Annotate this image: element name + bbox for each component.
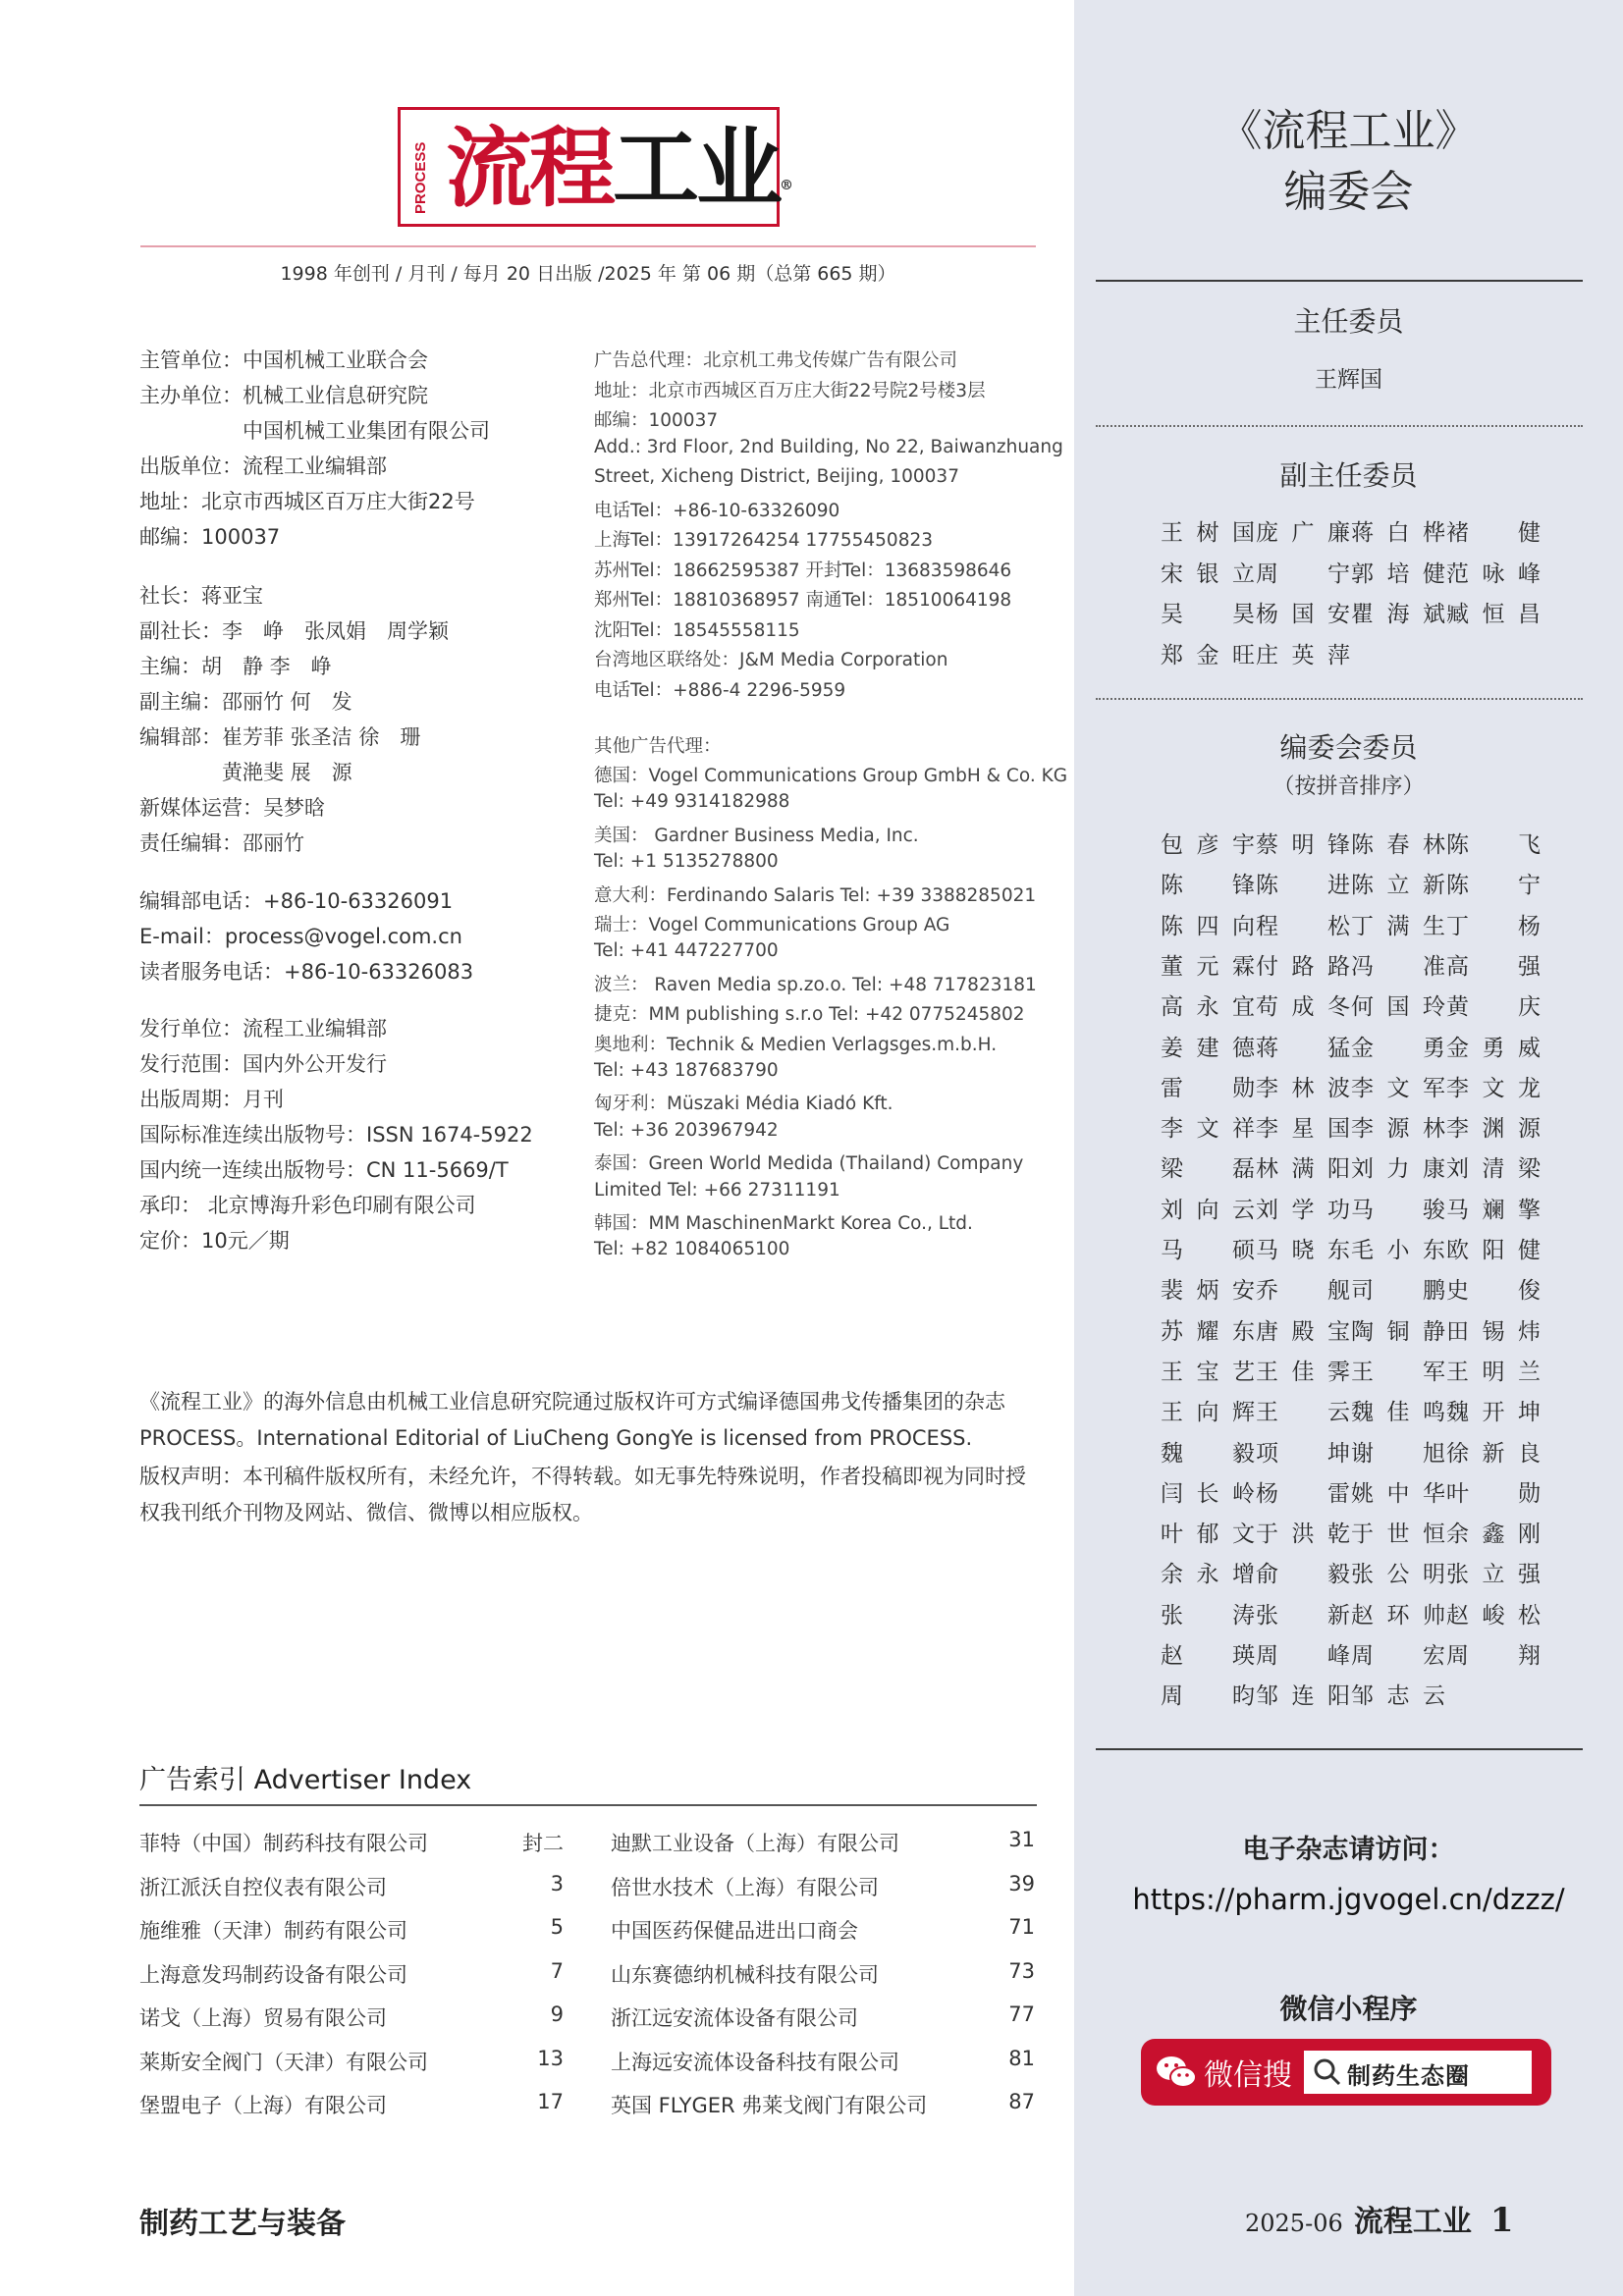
board-member-name: 陈 宁	[1446, 873, 1541, 899]
info-line: 新媒体运营：吴梦晗	[139, 796, 325, 820]
board-member-name: 张公明	[1351, 1562, 1445, 1588]
board-member-name: 魏 毅	[1161, 1440, 1255, 1467]
board-member-name: 项 坤	[1256, 1440, 1350, 1467]
page-number: 1	[1489, 2201, 1514, 2240]
info-line: 广告总代理：北京机工弗戈传媒广告有限公司	[594, 350, 958, 371]
advertiser-page: 17	[537, 2090, 564, 2113]
board-member-name: 蔡明锋	[1256, 832, 1350, 858]
advertiser-company: 施维雅（天津）制药有限公司	[139, 1919, 407, 1943]
svg-text:PROCESS: PROCESS	[412, 141, 429, 214]
advertiser-company: 诺戈（上海）贸易有限公司	[139, 2006, 387, 2030]
board-member-name: 邹连阳	[1256, 1683, 1350, 1710]
board-member-name: 李文祥	[1161, 1116, 1255, 1143]
info-line: 波兰： Raven Media sp.zo.o. Tel: +48 717823181	[594, 974, 1037, 995]
footer-section-title: 制药工艺与装备	[139, 2207, 346, 2241]
info-line: Tel: +49 9314182988	[594, 791, 790, 813]
info-line: 电话Tel：+86-10-63326090	[594, 500, 840, 521]
board-member-name: 董元霖	[1161, 953, 1255, 980]
editorial-board-sidebar	[1074, 0, 1623, 2296]
info-line: 编辑部电话：+86-10-63326091	[139, 889, 454, 913]
board-member-name: 冯 准	[1351, 953, 1445, 980]
board-member-name: 刘学功	[1256, 1197, 1350, 1223]
board-member-name: 付路路	[1256, 953, 1350, 980]
board-member-name: 赵环帅	[1351, 1602, 1445, 1629]
info-line: 编辑部：崔芳菲 张圣洁 徐 珊	[139, 725, 421, 749]
advertiser-page: 77	[1008, 2002, 1035, 2026]
board-member-name: 乔 舰	[1256, 1278, 1350, 1305]
info-line: 主办单位：机械工业信息研究院	[139, 384, 428, 407]
info-line: 上海Tel：13917264254 17755450823	[594, 530, 934, 551]
sidebar-rule	[1096, 280, 1583, 282]
info-line: 发行单位：流程工业编辑部	[139, 1017, 387, 1041]
board-member-name: 陈 进	[1256, 873, 1350, 899]
advertiser-page: 3	[550, 1871, 564, 1896]
board-member-name: 程 松	[1256, 913, 1350, 939]
info-line: 中国机械工业集团有限公司	[139, 419, 490, 443]
info-line: Tel: +1 5135278800	[594, 851, 779, 873]
info-line: 匈牙利：Müszaki Média Kiadó Kft.	[594, 1094, 893, 1115]
board-member-name: 臧恒昌	[1446, 602, 1541, 627]
board-member-name: 丁 杨	[1446, 913, 1541, 939]
logo-wordmark	[446, 116, 790, 220]
info-line: Street, Xicheng District, Beijing, 100037	[594, 466, 959, 487]
wechat-search-banner[interactable]	[1141, 2039, 1551, 2106]
board-member-name: 张 新	[1256, 1602, 1350, 1629]
board-member-name: 林满阳	[1256, 1156, 1350, 1183]
board-member-name: 史 俊	[1446, 1278, 1541, 1305]
board-member-name: 陈立新	[1351, 873, 1445, 899]
info-line: Tel: +82 1084065100	[594, 1239, 790, 1260]
sidebar-dotted-rule	[1096, 698, 1583, 700]
advertiser-company: 迪默工业设备（上海）有限公司	[611, 1832, 899, 1855]
board-member-name: 刘向云	[1161, 1197, 1255, 1223]
info-line: 瑞士：Vogel Communications Group AG	[594, 915, 950, 935]
advertiser-index-rule	[139, 1804, 1037, 1806]
info-line: 主管单位：中国机械工业联合会	[139, 348, 428, 372]
info-line: 国际标准连续出版物号：ISSN 1674-5922	[139, 1123, 533, 1147]
advertiser-page: 73	[1008, 1958, 1035, 1983]
info-line: 泰国：Green World Medida (Thailand) Company	[594, 1153, 1024, 1175]
board-member-name: 马 硕	[1161, 1238, 1255, 1263]
board-member-name: 欧阳健	[1446, 1238, 1541, 1263]
board-member-name: 王树国	[1161, 520, 1255, 546]
board-member-name: 余永增	[1161, 1562, 1255, 1588]
advertiser-page: 31	[1008, 1828, 1035, 1851]
board-member-name: 王明兰	[1446, 1359, 1541, 1385]
board-member-name: 雷 勋	[1161, 1075, 1255, 1101]
board-member-name: 姚中华	[1351, 1480, 1445, 1507]
emagazine-label: 电子杂志请访问：	[1242, 1835, 1455, 1865]
info-line: 电话Tel：+886-4 2296-5959	[594, 679, 846, 701]
board-member-name: 金 勇	[1351, 1035, 1445, 1061]
info-line: 奥地利：Technik & Medien Verlagsges.m.b.H.	[594, 1034, 998, 1055]
board-member-name: 杨 雷	[1256, 1480, 1350, 1507]
advertiser-company: 英国 FLYGER 弗莱戈阀门有限公司	[611, 2094, 928, 2117]
board-member-name: 褚 健	[1446, 520, 1541, 546]
board-member-name: 蒋白桦	[1351, 520, 1445, 546]
info-line: 韩国：MM MaschinenMarkt Korea Co., Ltd.	[594, 1213, 973, 1234]
board-member-name: 李源林	[1351, 1116, 1445, 1143]
board-member-name: 司 鹏	[1351, 1278, 1445, 1305]
board-member-name: 张 涛	[1161, 1602, 1255, 1629]
board-member-name: 黄 庆	[1446, 994, 1541, 1021]
logo-black-text: 工业	[613, 117, 781, 219]
sidebar-dotted-rule	[1096, 425, 1583, 427]
board-member-name: 瞿海斌	[1351, 602, 1445, 627]
chair-heading: 主任委员	[1293, 305, 1404, 338]
process-vertical-label	[408, 133, 430, 216]
wechat-icon	[1155, 2053, 1198, 2092]
advertiser-company: 山东赛德纳机械科技有限公司	[611, 1962, 879, 1987]
board-member-name: 俞 毅	[1256, 1562, 1350, 1588]
board-member-name: 郑金旺	[1161, 642, 1255, 668]
advertiser-page: 13	[537, 2046, 564, 2070]
info-line: 国内统一连续出版物号：CN 11-5669/T	[139, 1158, 509, 1182]
advertiser-company: 堡盟电子（上海）有限公司	[139, 2094, 387, 2117]
board-member-name: 丁满生	[1351, 913, 1445, 939]
info-line: 地址：北京市西城区百万庄大街22号	[139, 490, 475, 513]
board-member-name: 赵峻松	[1446, 1602, 1541, 1629]
board-member-name: 谢 旭	[1351, 1440, 1445, 1467]
info-line: Add.: 3rd Floor, 2nd Building, No 22, Baiwanzhuang	[594, 436, 1063, 457]
board-member-name: 刘清梁	[1446, 1156, 1541, 1183]
info-line: 副主编：邵丽竹 何 发	[139, 690, 352, 714]
board-member-name: 魏开坤	[1446, 1400, 1541, 1426]
advertiser-company: 浙江派沃自控仪表有限公司	[139, 1875, 387, 1899]
board-member-name: 于世恒	[1351, 1522, 1445, 1548]
board-member-name: 苟成冬	[1256, 994, 1350, 1021]
vice-chair-heading: 副主任委员	[1279, 459, 1418, 492]
issue-line: 1998 年创刊 / 月刊 / 每月 20 日出版 /2025 年 第 06 期（总第 665 期）	[280, 263, 896, 285]
board-member-name: 李林波	[1256, 1075, 1350, 1101]
board-member-name: 王佳霁	[1256, 1359, 1350, 1385]
board-member-name: 魏佳鸣	[1351, 1400, 1445, 1426]
board-member-name: 马 骏	[1351, 1197, 1445, 1223]
board-member-name: 陈 锋	[1161, 873, 1255, 899]
advertiser-page: 87	[1008, 2090, 1035, 2113]
board-member-name: 陈四向	[1161, 913, 1255, 939]
wechat-mini-program-heading: 微信小程序	[1279, 1993, 1418, 2025]
info-line: 德国：Vogel Communications Group GmbH & Co. KG	[594, 766, 1068, 786]
wechat-search-field[interactable]	[1304, 2051, 1532, 2094]
board-member-name: 包彦宇	[1161, 832, 1255, 858]
info-line: 定价：10元／期	[139, 1229, 290, 1253]
board-member-name: 庞广廉	[1256, 520, 1350, 546]
footer-date: 2025-06	[1245, 2210, 1343, 2237]
advertiser-page: 39	[1008, 1871, 1035, 1896]
info-line: 发行范围：国内外公开发行	[139, 1052, 387, 1076]
board-member-name: 王 云	[1256, 1400, 1350, 1426]
members-sort-note: （按拼音排序）	[1272, 774, 1425, 799]
info-line: Tel: +36 203967942	[594, 1119, 779, 1141]
board-member-name: 姜建德	[1161, 1035, 1255, 1061]
info-line: 出版周期：月刊	[139, 1088, 284, 1111]
info-line: 捷克：MM publishing s.r.o Tel: +42 0775245802	[594, 1004, 1025, 1026]
info-line: 地址：北京市西城区百万庄大街22号院2号楼3层	[594, 380, 986, 401]
board-member-name: 宋银立	[1161, 561, 1255, 587]
board-member-name: 马晓东	[1256, 1238, 1350, 1263]
board-member-name: 毛小东	[1351, 1238, 1445, 1263]
board-member-name: 王向辉	[1161, 1400, 1255, 1426]
board-member-name: 王宝艺	[1161, 1359, 1255, 1385]
advertiser-company: 莱斯安全阀门（天津）有限公司	[139, 2050, 428, 2074]
info-line: 美国： Gardner Business Media, Inc.	[594, 825, 919, 846]
board-member-name: 马斓擎	[1446, 1197, 1541, 1223]
info-line: E-mail：process@vogel.com.cn	[139, 925, 462, 948]
info-line: 台湾地区联络处：J&M Media Corporation	[594, 650, 948, 670]
advertiser-page: 9	[550, 2002, 564, 2026]
board-member-name: 金勇威	[1446, 1035, 1541, 1061]
board-member-name: 何国玲	[1351, 994, 1445, 1021]
info-line: 郑州Tel：18810368957 南通Tel：18510064198	[594, 590, 1012, 611]
logo-red-text: 流程	[446, 117, 614, 219]
info-line: 社长：蒋亚宝	[139, 584, 263, 608]
chair-name: 王辉国	[1315, 367, 1382, 393]
advertiser-company: 上海远安流体设备科技有限公司	[611, 2050, 899, 2074]
board-member-name: 周 宁	[1256, 561, 1350, 587]
wechat-search-label: 微信搜	[1204, 2058, 1292, 2093]
board-title-line1: 《流程工业》	[1218, 106, 1479, 156]
copyright-notice: 版权声明：本刊稿件版权所有，未经允许，不得转载。如无事先特殊说明，作者投稿即视为同时授权我刊纸介刊物及网站、微信、微博以相应版权。	[139, 1465, 1026, 1524]
advertiser-page: 81	[1008, 2046, 1035, 2070]
advertiser-page: 封二	[522, 1832, 564, 1855]
footer-magazine-title: 流程工业	[1353, 2205, 1472, 2239]
masthead-logo	[398, 107, 791, 227]
info-line: Limited Tel: +66 27311191	[594, 1179, 840, 1201]
board-member-name: 李星国	[1256, 1116, 1350, 1143]
board-member-name: 赵 瑛	[1161, 1643, 1255, 1669]
board-member-name: 裴炳安	[1161, 1278, 1255, 1305]
board-member-name: 李文龙	[1446, 1075, 1541, 1101]
board-member-name: 庄英萍	[1256, 642, 1350, 668]
board-member-name: 杨国安	[1256, 602, 1350, 627]
board-member-name: 于洪乾	[1256, 1522, 1350, 1548]
advertiser-company: 上海意发玛制药设备有限公司	[139, 1962, 407, 1987]
board-member-name: 田锡炜	[1446, 1318, 1541, 1345]
board-member-name: 陈春林	[1351, 832, 1445, 858]
masthead-rule	[140, 245, 1036, 247]
board-member-name: 苏耀东	[1161, 1318, 1255, 1345]
board-member-name: 周 翔	[1446, 1643, 1541, 1669]
sidebar-rule	[1096, 1748, 1583, 1750]
info-line: 出版单位：流程工业编辑部	[139, 454, 387, 478]
logo-registered-mark: ®	[780, 178, 791, 193]
advertiser-company: 浙江远安流体设备有限公司	[611, 2006, 858, 2030]
wechat-search-text: 制药生态圈	[1347, 2062, 1470, 2090]
board-member-name: 张立强	[1446, 1562, 1541, 1588]
advertiser-page: 71	[1008, 1915, 1035, 1939]
board-member-name: 陶铜静	[1351, 1318, 1445, 1345]
board-member-name: 刘力康	[1351, 1156, 1445, 1183]
advertiser-company: 菲特（中国）制药科技有限公司	[139, 1832, 428, 1855]
info-line: 副社长：李 峥 张凤娟 周学颖	[139, 619, 449, 643]
board-member-name: 李文军	[1351, 1075, 1445, 1101]
board-member-name: 唐殿宝	[1256, 1318, 1350, 1345]
info-line: 邮编：100037	[594, 410, 719, 431]
board-member-name: 叶郁文	[1161, 1522, 1255, 1548]
info-line: 承印： 北京博海升彩色印刷有限公司	[139, 1194, 476, 1217]
board-member-name: 高永宜	[1161, 994, 1255, 1021]
board-member-name: 李渊源	[1446, 1116, 1541, 1143]
members-heading: 编委会委员	[1279, 731, 1418, 764]
advertiser-page: 5	[550, 1915, 564, 1939]
footer-issue	[1245, 2197, 1514, 2240]
info-line: Tel: +41 447227700	[594, 940, 779, 962]
info-line: 黄滟斐 展 源	[139, 761, 352, 784]
info-line: Tel: +43 187683790	[594, 1060, 779, 1081]
board-member-name: 叶 勋	[1446, 1480, 1541, 1507]
board-member-name: 吴 昊	[1161, 602, 1255, 627]
board-member-name: 闫长岭	[1161, 1480, 1255, 1507]
info-line: 意大利：Ferdinando Salaris Tel: +39 3388285021	[594, 884, 1037, 906]
board-member-name: 周 昀	[1161, 1683, 1255, 1710]
board-member-name: 王 军	[1351, 1359, 1445, 1385]
info-line: 读者服务电话：+86-10-63326083	[139, 960, 474, 984]
board-member-name: 郭培健	[1351, 561, 1445, 587]
board-member-name: 范咏峰	[1446, 561, 1541, 587]
info-line: 其他广告代理：	[594, 736, 722, 757]
board-member-name: 高 强	[1446, 953, 1541, 980]
search-icon	[1312, 2056, 1343, 2088]
emagazine-url[interactable]: https://pharm.jgvogel.cn/dzzz/	[1132, 1883, 1565, 1916]
board-member-name: 徐新良	[1446, 1440, 1541, 1467]
info-line: 责任编辑：邵丽竹	[139, 831, 304, 855]
board-member-name: 余鑫刚	[1446, 1522, 1541, 1548]
board-member-name: 梁 磊	[1161, 1156, 1255, 1183]
license-notice: 《流程工业》的海外信息由机械工业信息研究院通过版权许可方式编译德国弗戈传播集团的杂志 PROCESS。International Editorial of LiuCheng GongYe is licensed from PROCESS.	[139, 1390, 1005, 1450]
board-member-name: 蒋 猛	[1256, 1035, 1350, 1061]
advertiser-company: 倍世水技术（上海）有限公司	[611, 1875, 879, 1899]
info-line: 主编：胡 静 李 峥	[139, 655, 332, 678]
board-member-name: 周 峰	[1256, 1643, 1350, 1669]
advertiser-page: 7	[550, 1958, 564, 1983]
advertiser-index-title: 广告索引 Advertiser Index	[139, 1765, 472, 1795]
board-member-name: 陈 飞	[1446, 832, 1541, 858]
board-title-line2: 编委会	[1283, 167, 1414, 217]
info-line: 邮编：100037	[139, 525, 281, 549]
info-line: 苏州Tel：18662595387 开封Tel：13683598646	[594, 560, 1012, 581]
advertiser-company: 中国医药保健品进出口商会	[611, 1919, 858, 1943]
board-member-name: 周 宏	[1351, 1643, 1445, 1669]
info-line: 沈阳Tel：18545558115	[594, 619, 800, 641]
board-member-name: 邹志云	[1351, 1683, 1445, 1710]
